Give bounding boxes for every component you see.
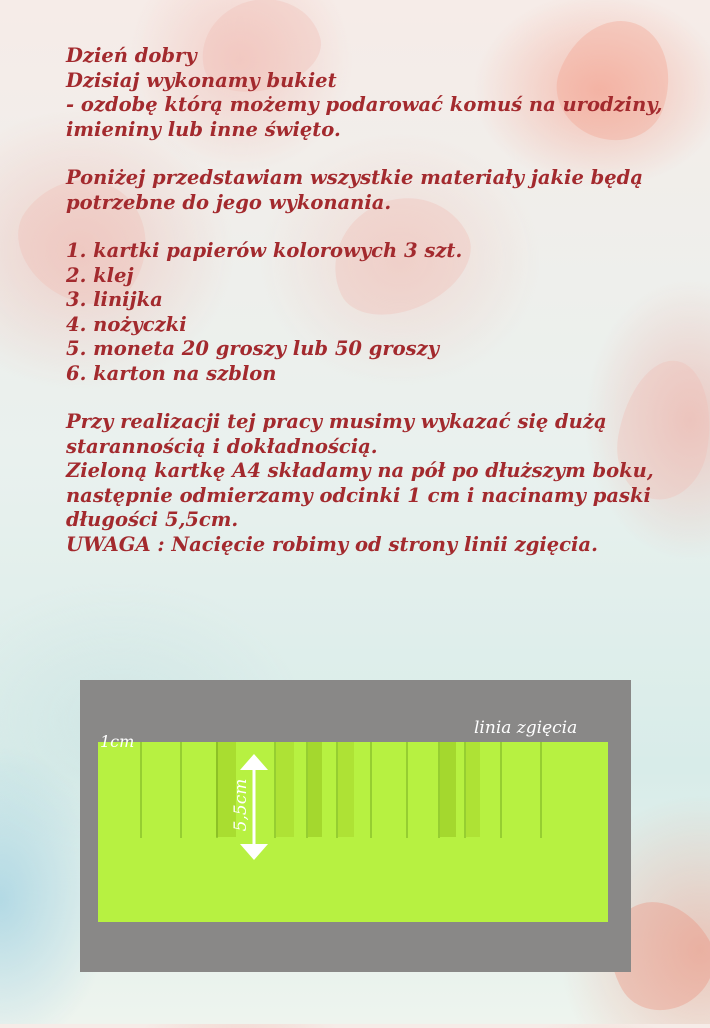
instruction-line: Zieloną kartkę A4 składamy na pół po dłuższym boku, — [66, 459, 654, 482]
cut-line — [306, 742, 308, 838]
cut-line — [406, 742, 408, 838]
materials-list-item: 6. karton na szblon — [66, 361, 277, 385]
materials-list-item: 4. nożyczki — [66, 312, 187, 336]
materials-list-item: 2. klej — [66, 263, 134, 287]
paper-fringe — [440, 742, 456, 837]
paper-fringe — [276, 742, 294, 837]
cut-line — [438, 742, 440, 838]
cut-line — [540, 742, 542, 838]
intro-line: Dzień dobry — [66, 44, 197, 67]
materials-list-item: 3. linijka — [66, 288, 163, 311]
paper-fringe — [308, 742, 322, 837]
materials-intro-line: Poniżej przedstawiam wszystkie materiały jakie będą — [66, 166, 643, 189]
cut-line — [370, 742, 372, 838]
cut-line — [140, 742, 142, 838]
cut-line — [336, 742, 338, 838]
materials-intro-line: potrzebne do jego wykonania. — [66, 190, 392, 214]
article-text — [66, 44, 666, 557]
label-length: 5,5cm — [231, 778, 251, 832]
label-1cm: 1cm — [100, 732, 135, 751]
paper-fringe — [466, 742, 480, 837]
cut-line — [216, 742, 218, 838]
intro-line: - ozdobę którą możemy podarować komuś na urodziny, — [66, 93, 663, 116]
instruction-line: starannością i dokładnością. — [66, 434, 378, 458]
instruction-line: Przy realizacji tej pracy musimy wykazać się dużą — [66, 410, 607, 433]
materials-list-item: 5. moneta 20 groszy lub 50 groszy — [66, 337, 440, 360]
instruction-line: następnie odmierzamy odcinki 1 cm i nacinamy paski — [66, 483, 651, 507]
cut-line — [500, 742, 502, 838]
cut-line — [464, 742, 466, 838]
instruction-line: długości 5,5cm. — [66, 508, 239, 531]
intro-line: imieniny lub inne święto. — [66, 117, 341, 141]
paper-cutting-photo — [80, 680, 631, 972]
intro-line: Dzisiaj wykonamy bukiet — [66, 68, 337, 92]
warning-line: UWAGA : Nacięcie robimy od strony linii zgięcia. — [66, 532, 598, 556]
cut-line — [180, 742, 182, 838]
label-fold-line: linia zgięcia — [474, 718, 578, 738]
materials-list-item: 1. kartki papierów kolorowych 3 szt. — [66, 239, 463, 262]
paper-fringe — [338, 742, 354, 837]
